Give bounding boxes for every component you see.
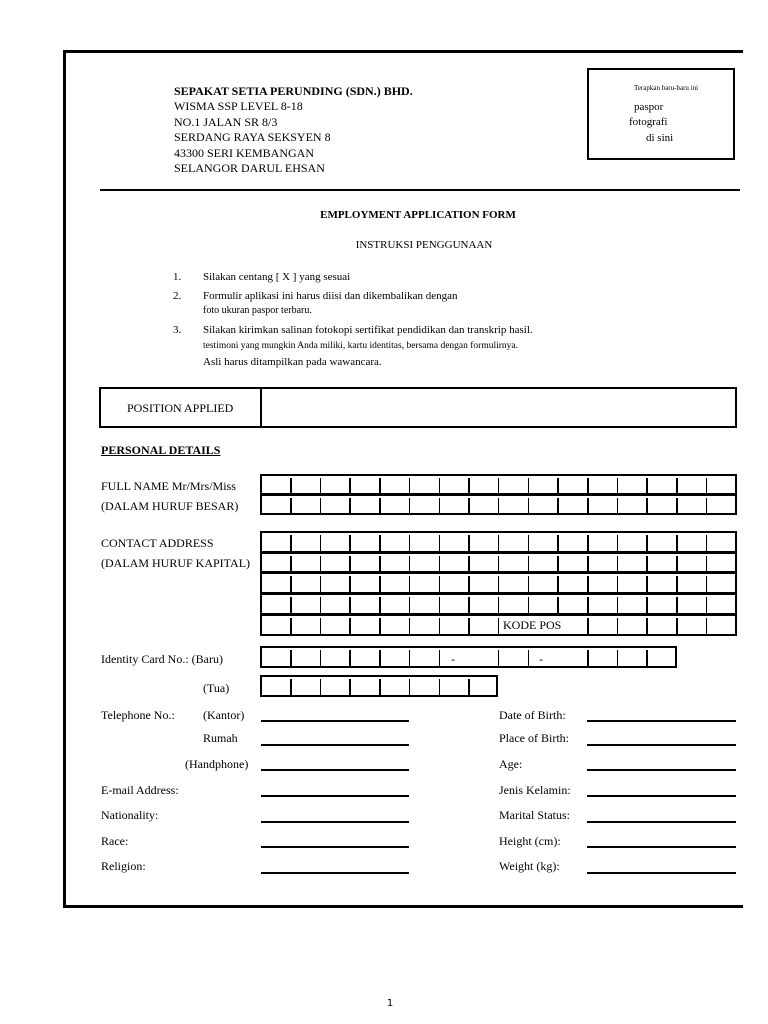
height-label: Height (cm): xyxy=(499,834,561,848)
cell-divider xyxy=(646,498,648,513)
cell-divider xyxy=(349,478,351,493)
cell-divider xyxy=(379,556,381,571)
instruction-text: Formulir aplikasi ini harus diisi dan dikembalikan dengan xyxy=(203,290,458,302)
cell-divider xyxy=(587,556,589,571)
dob-label: Date of Birth: xyxy=(499,708,566,722)
telephone-home-field[interactable] xyxy=(261,744,409,746)
photo-instruction: fotografi xyxy=(629,116,668,128)
cell-divider xyxy=(379,597,381,613)
company-address-line: 43300 SERI KEMBANGAN xyxy=(174,146,315,160)
page-frame-bottom xyxy=(63,905,743,908)
company-address-line: SERDANG RAYA SEKSYEN 8 xyxy=(174,130,331,144)
cell-divider xyxy=(587,498,589,513)
photo-instruction: Terapkan baru-baru ini xyxy=(634,84,699,92)
cell-divider xyxy=(349,556,351,571)
cell-divider xyxy=(320,650,322,666)
cell-divider xyxy=(290,498,292,513)
cell-divider xyxy=(706,618,708,634)
cell-divider xyxy=(646,618,648,634)
cell-divider xyxy=(617,618,619,634)
telephone-mobile-field[interactable] xyxy=(261,769,409,771)
instructions-title: INSTRUKSI PENGGUNAAN xyxy=(355,239,493,251)
identity-card-old-label: (Tua) xyxy=(203,681,230,695)
identity-card-new-field[interactable] xyxy=(260,646,677,668)
cell-divider xyxy=(498,535,500,551)
cell-divider xyxy=(676,498,678,513)
cell-divider xyxy=(379,618,381,634)
cell-divider xyxy=(409,650,411,666)
cell-divider xyxy=(320,478,322,493)
cell-divider xyxy=(587,650,589,666)
ic-dash: - xyxy=(539,652,543,666)
cell-divider xyxy=(676,576,678,592)
marital-status-field[interactable] xyxy=(587,821,736,823)
cell-divider xyxy=(706,498,708,513)
identity-card-label: Identity Card No.: (Baru) xyxy=(101,652,223,666)
cell-divider xyxy=(528,597,530,613)
cell-divider xyxy=(320,679,322,695)
cell-divider xyxy=(557,535,559,551)
religion-label: Religion: xyxy=(101,859,146,873)
cell-divider xyxy=(676,618,678,634)
instruction-text: Silakan kirimkan salinan fotokopi sertifikat pendidikan dan transkrip hasil. xyxy=(203,324,533,336)
cell-divider xyxy=(646,597,648,613)
cell-divider xyxy=(290,556,292,571)
page-frame-top xyxy=(63,50,743,53)
cell-divider xyxy=(676,478,678,493)
cell-divider xyxy=(379,650,381,666)
weight-label: Weight (kg): xyxy=(499,859,560,873)
cell-divider xyxy=(439,597,441,613)
cell-divider xyxy=(498,650,500,666)
cell-divider xyxy=(409,498,411,513)
cell-divider xyxy=(587,618,589,634)
cell-divider xyxy=(706,576,708,592)
cell-divider xyxy=(409,478,411,493)
cell-divider xyxy=(349,679,351,695)
cell-divider xyxy=(468,478,470,493)
cell-divider xyxy=(379,478,381,493)
telephone-office-label: (Kantor) xyxy=(203,708,245,722)
email-field[interactable] xyxy=(261,795,409,797)
cell-divider xyxy=(290,597,292,613)
pob-label: Place of Birth: xyxy=(499,731,569,745)
race-label: Race: xyxy=(101,834,129,848)
gender-field[interactable] xyxy=(587,795,736,797)
cell-divider xyxy=(290,618,292,634)
cell-divider xyxy=(676,556,678,571)
cell-divider xyxy=(617,650,619,666)
cell-divider xyxy=(409,679,411,695)
cell-divider xyxy=(468,618,470,634)
cell-divider xyxy=(676,597,678,613)
cell-divider xyxy=(379,535,381,551)
religion-field[interactable] xyxy=(261,872,409,874)
cell-divider xyxy=(557,556,559,571)
cell-divider xyxy=(349,650,351,666)
cell-divider xyxy=(646,556,648,571)
personal-details-heading: PERSONAL DETAILS xyxy=(101,443,221,457)
cell-divider xyxy=(349,618,351,634)
cell-divider xyxy=(290,478,292,493)
cell-divider xyxy=(498,556,500,571)
photo-box[interactable] xyxy=(587,68,735,160)
cell-divider xyxy=(468,597,470,613)
photo-instruction: di sini xyxy=(646,132,674,144)
cell-divider xyxy=(439,478,441,493)
position-applied-label: POSITION APPLIED xyxy=(127,401,234,415)
cell-divider xyxy=(468,679,470,695)
cell-divider xyxy=(468,556,470,571)
cell-divider xyxy=(349,597,351,613)
dob-field[interactable] xyxy=(587,720,736,722)
cell-divider xyxy=(409,597,411,613)
cell-divider xyxy=(617,597,619,613)
company-address-line: SELANGOR DARUL EHSAN xyxy=(174,161,325,175)
nationality-label: Nationality: xyxy=(101,808,159,822)
cell-divider xyxy=(646,535,648,551)
company-address-line: WISMA SSP LEVEL 8-18 xyxy=(174,99,303,113)
cell-divider xyxy=(646,650,648,666)
cell-divider xyxy=(706,535,708,551)
cell-divider xyxy=(468,535,470,551)
nationality-field[interactable] xyxy=(261,821,409,823)
postcode-label: KODE POS xyxy=(503,618,562,632)
telephone-office-field[interactable] xyxy=(261,720,409,722)
cell-divider xyxy=(290,679,292,695)
full-name-label: FULL NAME Mr/Mrs/Miss xyxy=(101,479,236,493)
cell-divider xyxy=(439,679,441,695)
telephone-label: Telephone No.: xyxy=(101,708,175,722)
cell-divider xyxy=(617,576,619,592)
telephone-home-label: Rumah xyxy=(203,731,238,745)
cell-divider xyxy=(439,535,441,551)
marital-status-label: Marital Status: xyxy=(499,808,570,822)
instruction-number: 2. xyxy=(173,290,182,302)
cell-divider xyxy=(379,576,381,592)
email-label: E-mail Address: xyxy=(101,783,179,797)
ic-dash: - xyxy=(451,652,455,666)
cell-divider xyxy=(676,535,678,551)
cell-divider xyxy=(290,650,292,666)
race-field[interactable] xyxy=(261,846,409,848)
cell-divider xyxy=(320,597,322,613)
instruction-text: foto ukuran paspor terbaru. xyxy=(203,305,312,316)
cell-divider xyxy=(587,597,589,613)
cell-divider xyxy=(528,556,530,571)
instruction-text: Silakan centang [ X ] yang sesuai xyxy=(203,271,351,283)
company-address-line: NO.1 JALAN SR 8/3 xyxy=(174,115,278,129)
telephone-mobile-label: (Handphone) xyxy=(185,757,249,771)
form-title: EMPLOYMENT APPLICATION FORM xyxy=(320,209,516,221)
cell-divider xyxy=(646,576,648,592)
cell-divider xyxy=(498,597,500,613)
cell-divider xyxy=(557,478,559,493)
cell-divider xyxy=(498,576,500,592)
cell-divider xyxy=(439,498,441,513)
pob-field[interactable] xyxy=(587,744,736,746)
instruction-number: 1. xyxy=(173,271,182,283)
cell-divider xyxy=(528,650,530,666)
cell-divider xyxy=(528,498,530,513)
age-field[interactable] xyxy=(587,769,736,771)
cell-divider xyxy=(617,478,619,493)
photo-instruction: paspor xyxy=(634,101,664,113)
cell-divider xyxy=(379,498,381,513)
cell-divider xyxy=(587,576,589,592)
cell-divider xyxy=(557,576,559,592)
cell-divider xyxy=(706,597,708,613)
cell-divider xyxy=(706,478,708,493)
contact-address-label: CONTACT ADDRESS xyxy=(101,536,214,550)
weight-field[interactable] xyxy=(587,872,736,874)
cell-divider xyxy=(349,535,351,551)
cell-divider xyxy=(320,556,322,571)
cell-divider xyxy=(409,576,411,592)
cell-divider xyxy=(379,679,381,695)
cell-divider xyxy=(409,556,411,571)
instruction-text: testimoni yang mungkin Anda miliki, kartu identitas, bersama dengan formulirnya. xyxy=(203,341,519,351)
position-divider xyxy=(260,387,262,428)
cell-divider xyxy=(617,498,619,513)
cell-divider xyxy=(320,576,322,592)
cell-divider xyxy=(587,478,589,493)
cell-divider xyxy=(557,597,559,613)
cell-divider xyxy=(468,498,470,513)
cell-divider xyxy=(557,498,559,513)
instruction-number: 3. xyxy=(173,324,182,336)
cell-divider xyxy=(439,618,441,634)
cell-divider xyxy=(320,618,322,634)
cell-divider xyxy=(498,478,500,493)
height-field[interactable] xyxy=(587,846,736,848)
instruction-text: Asli harus ditampilkan pada wawancara. xyxy=(203,356,382,368)
cell-divider xyxy=(439,650,441,666)
cell-divider xyxy=(439,576,441,592)
cell-divider xyxy=(349,498,351,513)
cell-divider xyxy=(587,535,589,551)
age-label: Age: xyxy=(499,757,523,771)
cell-divider xyxy=(528,535,530,551)
cell-divider xyxy=(528,478,530,493)
cell-divider xyxy=(617,556,619,571)
cell-divider xyxy=(409,618,411,634)
cell-divider xyxy=(498,618,500,634)
cell-divider xyxy=(290,535,292,551)
cell-divider xyxy=(528,576,530,592)
full-name-sublabel: (DALAM HURUF BESAR) xyxy=(101,499,239,513)
company-name: SEPAKAT SETIA PERUNDING (SDN.) BHD. xyxy=(174,84,413,98)
page-frame-left xyxy=(63,50,66,908)
contact-address-sublabel: (DALAM HURUF KAPITAL) xyxy=(101,556,251,570)
cell-divider xyxy=(468,576,470,592)
cell-divider xyxy=(349,576,351,592)
cell-divider xyxy=(498,498,500,513)
cell-divider xyxy=(320,498,322,513)
header-divider xyxy=(100,189,740,191)
cell-divider xyxy=(439,556,441,571)
cell-divider xyxy=(320,535,322,551)
cell-divider xyxy=(409,535,411,551)
cell-divider xyxy=(617,535,619,551)
cell-divider xyxy=(646,478,648,493)
position-applied-input[interactable] xyxy=(264,390,734,425)
page-number: 1 xyxy=(386,998,394,1009)
cell-divider xyxy=(706,556,708,571)
cell-divider xyxy=(290,576,292,592)
gender-label: Jenis Kelamin: xyxy=(499,783,571,797)
